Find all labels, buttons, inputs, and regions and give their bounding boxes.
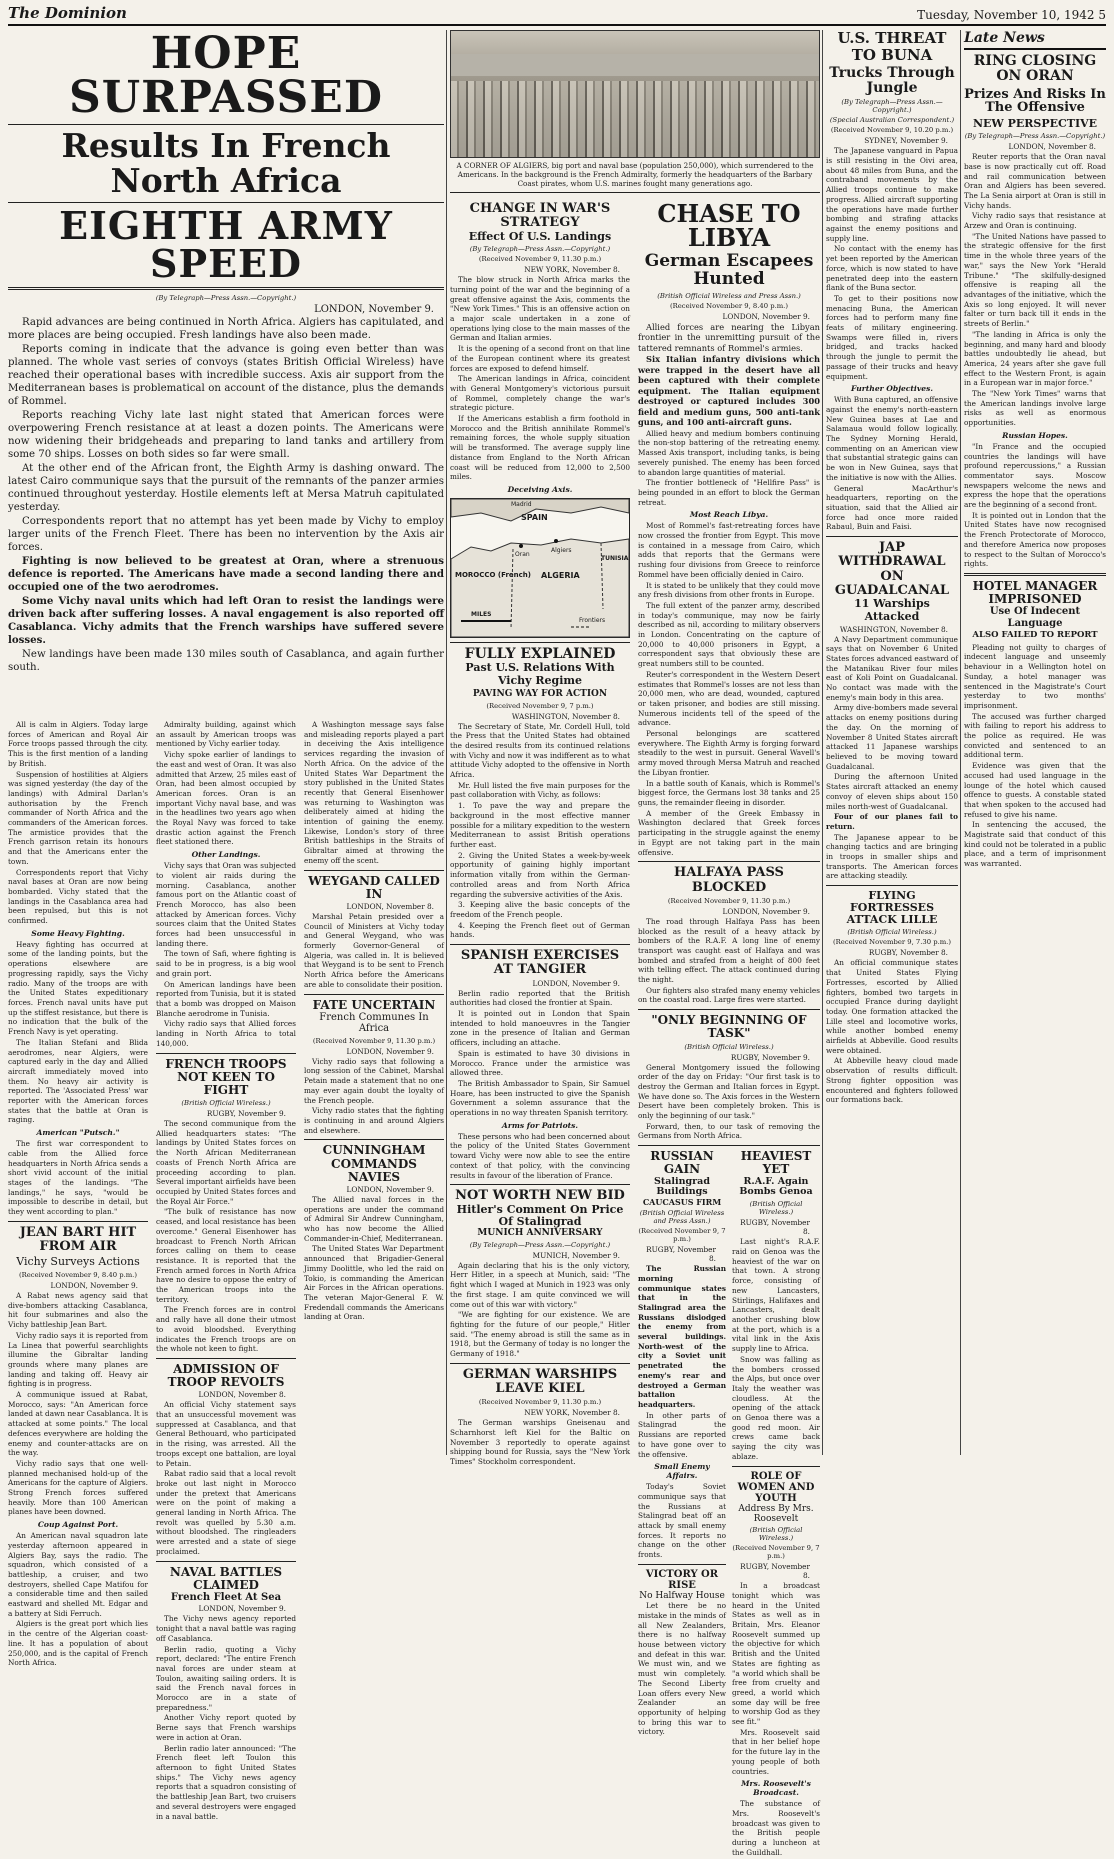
dateline: NEW YORK, November 8. [524, 1408, 620, 1418]
map-label-miles: MILES [471, 611, 492, 618]
subhead: Coup Against Port. [37, 1520, 119, 1530]
paragraph: Vichy says that Oran was subjected to violent air raids during the morning. Casablanca, another famous port on the Atlantic coast of French Morocco, has also been attacked by American forces. Vichy sources claim that the United States forces had been unsuccessful in landing there. [156, 861, 296, 948]
subhead: Arms for Patriots. [501, 1120, 579, 1130]
paragraph: Algiers is the great port which lies in the centre of the Algerian coast-line. It has a population of about 250,000, and is the capital of French North Africa. [8, 1619, 148, 1668]
jean-bart-headline: JEAN BART HIT FROM AIR [19, 1224, 137, 1255]
paragraph: 1. To pave the way and prepare the background in the most effective manner possible for a military expedition to the western Mediterranean to assist British operations further east. [450, 801, 630, 849]
paragraph: Again declaring that his is the only victory, Herr Hitler, in a speech at Munich, said: "The fight which I waged at Munich in 1923 was only the first stage. I am quite convinced we will come out of this war with victory." [450, 1260, 630, 1309]
paragraph: A Washington message says false and misleading reports played a part in deceiving the Axis intelligence services regarding the invasion of North Africa. On the advice of the United States War Department the story published in the United States recently that General Eisenhower was returning to Washington was deliberately aimed at hiding the intention of gaining the enemy. Likewise, London's story of three British battleships in the Straits of Gibraltar aimed at throwing the enemy off the scent. [304, 720, 444, 865]
map-label-algeria: ALGERIA [541, 571, 580, 580]
dateline: LONDON, November 9. [346, 1184, 434, 1194]
paragraph: "The landing in Africa is only the beginning, and many hard and bloody battles undoubtedly lie ahead, but America, 24 years after she gave full effect to the Western Front, is again in a European war in major force." [964, 329, 1106, 388]
spanish-headline: SPANISH EXERCISES AT TANGIER [460, 948, 620, 978]
received-note: (Received November 9, 7 p.m.) [732, 1544, 820, 1561]
lead-paragraph: Some Vichy naval units which had left Oran to resist the landings were driven back after suffering losses. A naval engagement is also reported off Casablanca. Vichy admits that the French warships have suffered severe losses. [8, 595, 444, 647]
paragraph: The Allied naval forces in the operations are under the command of Admiral Sir Andrew Cunningham, who has now become the Allied Commander-in-Chief, Mediterranean. [304, 1194, 444, 1243]
role-sub: Address By Mrs. Roosevelt [738, 1503, 814, 1524]
paragraph: Vichy radio says that Allied forces landing in North Africa to total 140,000. [156, 1019, 296, 1048]
paragraph: The United States War Department announced that Brigadier-General Jimmy Doolittle, who led the raid on Tokio, is commanding the American Air Forces in the African operations. The veteran Major-General F. W. Fredendall commands the Americans landing at Oran. [304, 1244, 444, 1322]
paragraph: Vichy radio states that the fighting is continuing in and around Algiers and elsewhere. [304, 1106, 444, 1135]
paragraph: It is pointed out in London that the United States have now recognised the French Protectorate of Morocco, and therefore America now proposes to respect to the Sultan of Morocco's rights. [964, 510, 1106, 569]
late-deck: NEW PERSPECTIVE [972, 117, 1098, 131]
dateline: NEW YORK, November 8. [524, 265, 620, 275]
paragraph: The French forces are in control and rally have all done their utmost to avoid bloodshed. Everything indicates the French troops are on the whole not keen to fight. [156, 1305, 296, 1354]
issue-dateline: Tuesday, November 10, 1942 5 [917, 8, 1106, 22]
paragraph: A communique issued at Rabat, Morocco, says: "An American force landed at dawn near Casablanca. It is attacked at some points." The local defences everywhere are holding the enemy and counter-attacks are on the way. [8, 1390, 148, 1458]
victory-headline: VICTORY OR RISE [645, 1568, 719, 1591]
map-label-frontiers: Frontiers [579, 617, 606, 624]
byline: (By Telegraph—Press Assn.—Copyright.) [155, 294, 297, 303]
masthead [8, 4, 1106, 26]
subhead: Russian Hopes. [1002, 430, 1068, 440]
chase-headline: CHASE TO LIBYA [657, 199, 801, 252]
paragraph: The town of Safi, where fighting is said to be in progress, is a big wool and grain port. [156, 949, 296, 978]
paragraph: If the Americans establish a firm foothold in Morocco and the British annihilate Rommel's remaining forces, the whole supply situation will be transformed. The average supply line distance from England to the North African coast will be reduced from 12,000 to 2,500 miles. [450, 414, 630, 482]
paragraph: It is stated to be unlikely that they could move any fresh divisions from other fronts in Europe. [638, 580, 820, 600]
paragraph: The Secretary of State, Mr. Cordell Hull, told the Press that the United States had obtained the desired results from its continued relations with Vichy and now it was indifferent as to what attitude Vichy adopted to the offensive in North Africa. [450, 721, 630, 780]
paragraph: During the afternoon United States aircraft attacked an enemy convoy of eleven ships about 150 miles north-west of Guadalcanal. [826, 772, 958, 811]
lead-paragraph: Reports coming in indicate that the advance is going even better than was planned. The whole vast series of convoys (states British Official Wireless) have reached their operational bases with incredible success. Axis air support from the Mediterranean bases is problematical on account of the distance, plus the demands of Rommel. [8, 344, 444, 408]
received-note: (Received November 9, 7 p.m.) [638, 1227, 726, 1244]
paragraph: The Vichy news agency reported tonight that a naval battle was raging off Casablanca. [156, 1614, 296, 1643]
paragraph: In a battle south of Kanais, which is Rommel's biggest force, the Germans lost 38 tanks and 25 guns, the remainder fleeing in disorder. [638, 778, 820, 807]
fate-sub: French Communes In Africa [319, 1011, 429, 1035]
paragraph: Let there be no mistake in the minds of all New Zealanders, there is no halfway house between victory and defeat in this war. We must win, and we must win completely. The Second Liberty Loan offers every New Zealander an opportunity of helping to bring this war to victory. [638, 1601, 726, 1737]
byline: (By Telegraph—Press Assn.—Copyright.) [841, 98, 943, 115]
paragraph: Mr. Hull listed the five main purposes for the past collaboration with Vichy, as follows: [450, 780, 630, 800]
dateline: LONDON, November 8. [1008, 142, 1096, 152]
paper-name: The Dominion [8, 4, 127, 22]
received-note: (Received November 9, 7 p.m.) [486, 701, 594, 710]
paragraph: The full extent of the panzer army, described in today's communique, may now be fairly described as nil, according to military observers in London. Concentrating on the capture of 20,000 to 40,000 prisoners in Egypt, a correspondent says that obviously these are great numbers still to be counted. [638, 600, 820, 669]
change-headline: CHANGE IN WAR'S STRATEGY [469, 201, 611, 231]
paragraph: Most of Rommel's fast-retreating forces have now crossed the frontier from Egypt. This move is contained in a message from Cairo, which adds that reports that the Germans were rushing four divisions from Greece to reinforce Rommel have been officially denied in Cairo. [638, 521, 820, 579]
paragraph: "We are fighting for our existence. We are fighting for the future of our people," Hitler said. "The enemy abroad is still the same as in 1918, but the Germany of today is no longer the Germany of 1918." [450, 1310, 630, 1359]
dateline: LONDON, November 9. [532, 978, 620, 988]
paragraph: The Russian morning communique states that in the Stalingrad area the Russians dislodged the enemy from several buildings. North-west of the city a Soviet unit penetrated the enemy's rear and destroyed a German battalion headquarters. [638, 1264, 726, 1409]
paragraph: In a broadcast tonight which was heard in the United States as well as in Britain, Mrs. Eleanor Roosevelt summed up the objective for which British and the United States are fighting as "a world which shall be free from cruelty and greed, a world which some day will be free to worship God as they see fit." [732, 1581, 820, 1727]
paragraph: The second communique from the Allied headquarters states: "The landings by United States forces on the North African Mediterranean coasts of French North Africa are proceeding according to plan. Several important airfields have been occupied by United States forces and the Royal Air Force." [156, 1119, 296, 1206]
late-news-banner: Late News [964, 30, 1106, 50]
halfaya-headline: HALFAYA PASS BLOCKED [674, 865, 784, 895]
dateline: RUGBY, November 8. [646, 1245, 716, 1264]
russian-headline: RUSSIAN GAIN [650, 1149, 714, 1177]
paragraph: Allied heavy and medium bombers continuing the non-stop battering of the retreating enemy. Massed Axis transport, including tanks, is being severely punished. The enemy has been forced to abandon large quantities of material. [638, 428, 820, 477]
received-note: (Received November 9, 11.30 p.m.) [478, 1398, 602, 1407]
subhead: Further Objectives. [851, 384, 933, 394]
received-note: (Received November 9, 10.20 p.m.) [830, 126, 954, 135]
byline: (British Official Wireless and Press Assn.) [657, 291, 801, 300]
paragraph: Vichy radio says that following a long session of the Cabinet, Marshal Petain made a statement that no one may ever again doubt the loyalty of the French people. [304, 1056, 444, 1105]
lead-paragraph: At the other end of the African front, the Eighth Army is dashing onward. The latest Cairo communique says that the pursuit of the remnants of the panzer armies continued throughout yesterday. Hostile elements left at Mersa Matruh capitulated yesterday. [8, 463, 444, 514]
late-headline: RING CLOSING ON ORAN [973, 53, 1097, 85]
paragraph: The German warships Gneisenau and Scharnhorst left Kiel for the Baltic on November 3 reportedly to operate against shipping bound for Russia, says the "New York Times" Stockholm correspondent. [450, 1418, 630, 1467]
dateline: LONDON, November 9. [722, 311, 810, 321]
hotel-headline: HOTEL MANAGER IMPRISONED [972, 578, 1098, 607]
received-note: (Received November 9, 11.30 p.m.) [312, 1036, 436, 1045]
paragraph: 3. Keeping alive the basic concepts of the freedom of the French people. [450, 900, 630, 919]
paragraph: An American naval squadron late yesterday afternoon appeared in Algiers Bay, says the radio. The squadron, which consisted of a battleship, a cruiser, and two destroyers, shelled Cape Matifou for a considerable time and then sailed eastward and shelled Mt. Edgar and a battery at Sidi Ferruch. [8, 1531, 148, 1618]
paragraph: Mrs. Roosevelt said that in her belief hope for the future lay in the young people of both countries. [732, 1727, 820, 1776]
paragraph: Correspondents report that Vichy naval bases at Oran are now being bombarded. Vichy stated that the landings in the Casablanca area had been repulsed, but this is not confirmed. [8, 867, 148, 926]
heaviest-headline: HEAVIEST YET [740, 1149, 812, 1177]
lead-paragraph: Correspondents report that no attempt has yet been made by Vichy to employ larger units of the French Fleet. There has been no intervention by the Axis air forces. [8, 516, 444, 554]
paragraph: Six Italian infantry divisions which were trapped in the desert have all been captured with their complete equipment. The Italian equipment destroyed or captured includes 300 field and medium guns, 500 anti-tank guns, and 100 anti-aircraft guns. [638, 354, 820, 428]
paragraph: Allied forces are nearing the Libyan frontier in the unremitting pursuit of the tattered remnants of Rommel's armies. [638, 321, 820, 353]
column-rule [446, 30, 447, 1455]
paragraph: "The bulk of resistance has now ceased, and local resistance has been overcome." General Eisenhower has broadcast to French North African forces calling on them to cease resistance. It is reported that the French armed forces in North Africa have no desire to oppose the entry of the American troops into the territory. [156, 1207, 296, 1304]
map-label-morocco: MOROCCO (French) [455, 571, 531, 579]
paragraph: General MacArthur's headquarters, reporting on the situation, said that the Allied air force had once more raided Rabaul, Buin and Faisi. [826, 483, 958, 532]
map-label-tunisia: TUNISIA [601, 555, 629, 562]
photo-caption: A CORNER OF ALGIERS, big port and naval base (population 250,000), which surrendered to the Americans. In the background is the French Admiralty, formerly the headquarters of the Barbary Coast pirates, whom U.S. marines fought many generations ago. [456, 161, 814, 188]
jap-headline: JAP WITHDRAWAL ON GUADALCANAL [834, 540, 950, 598]
flying-headline: FLYING FORTRESSES ATTACK LILLE [846, 889, 938, 927]
dateline: LONDON, November 8. [346, 901, 434, 911]
not-worth-deck: MUNICH ANNIVERSARY [477, 1227, 603, 1238]
paragraph: Berlin radio later announced: "The French fleet left Toulon this afternoon to fight United States ships." The Vichy news agency reports that a squadron consisting of the battleship Jean Bart, two cruisers and several destroyers were engaged in a naval battle. [156, 1743, 296, 1821]
paragraph: Last night's R.A.F. raid on Genoa was the heaviest of the war on that town. A strong force, consisting of new Lancasters, Stirlings, Halifaxes and Lancasters, dealt another crushing blow at the port, which is a vital link in the Axis supply line to Africa. [732, 1237, 820, 1354]
paragraph: With Buna captured, an offensive against the enemy's north-eastern New Guinea bases at Lae and Salamaua would follow logically. The Sydney Morning Herald, commenting on an American view that substantial strategic gains can be won in New Guinea, says that the initiative is now with the Allies. [826, 395, 958, 482]
paragraph: The "New York Times" warns that the American landings involve large risks as well as enormous opportunities. [964, 389, 1106, 428]
paragraph: In sentencing the accused, the Magistrate said that conduct of this kind could not be tolerated in a public place, and a term of imprisonment was warranted. [964, 820, 1106, 869]
paragraph: At Abbeville heavy cloud made observation of results difficult. Strong fighter opposition was encountered and fighters followed our formations back. [826, 1056, 958, 1105]
admission-headline: ADMISSION OF TROOP REVOLTS [167, 1361, 285, 1390]
not-worth-sub: Hitler's Comment On Price Of Stalingrad [456, 1202, 624, 1229]
main-subheadline: Results In French North Africa [61, 126, 391, 200]
hotel-deck: ALSO FAILED TO REPORT [972, 630, 1098, 641]
paragraph: Reuter's correspondent in the Western Desert estimates that Rommel's losses are not less than 20,000 men, who are dead, wounded, captured or taken prisoner, and bodies are still missing. Numerous incidents tell of the speed of the advance. [638, 669, 820, 728]
french-troops-headline: FRENCH TROOPS NOT KEEN TO FIGHT [165, 1056, 287, 1097]
byline: (British Official Wireless and Press Assn.) [639, 1209, 725, 1226]
russian-deck: CAUCASUS FIRM [642, 1197, 722, 1208]
paragraph: The Japanese vanguard in Papua is still resisting in the Oivi area, about 48 miles from Buna, and the contraband movements by the Allied troops continue to make progress. Allied aircraft supporting the operations have made further bombing and strafing attacks against the enemy positions and supply line. [826, 146, 958, 243]
paragraph: The Japanese appear to be changing tactics and are bringing in troops in smaller ships and transports. The American forces are attacking steadily. [826, 832, 958, 881]
subhead: Mrs. Roosevelt's Broadcast. [741, 1779, 811, 1798]
paragraph: An official Vichy statement says that an unsuccessful movement was suppressed at Casablanca, and that General Bethouard, who participated in the rising, was arrested. All the troops except one battalion, are loyal to Petain. [156, 1400, 296, 1468]
middle-column-right [638, 199, 820, 1857]
dateline: RUGBY, November 8. [740, 1562, 810, 1581]
paragraph: Snow was falling as the bombers crossed the Alps, but once over Italy the weather was cloudless. At the opening of the attack on Genoa there was a good red moon. Air crews came back saying the city was ablaze. [732, 1354, 820, 1461]
cunningham-headline: CUNNINGHAM COMMANDS NAVIES [322, 1143, 426, 1184]
paragraph: Vichy radio says it is reported from La Linea that powerful searchlights illumine the Gibraltar landing grounds where many planes are landing and taking off. Heavy air fighting is in progress. [8, 1330, 148, 1389]
dateline: RUGBY, November 8. [740, 1218, 810, 1237]
sub-column-b [156, 720, 296, 1821]
lead-text [8, 316, 444, 674]
map-label-spain: SPAIN [521, 513, 548, 522]
late-sub: Prizes And Risks In The Offensive [964, 86, 1106, 116]
lead-paragraph: New landings have been made 130 miles south of Casablanca, and again further south. [8, 649, 444, 674]
algiers-photo [450, 30, 820, 158]
paragraph: Vichy spoke earlier of landings to the east and west of Oran. It was also admitted that Arzew, 25 miles east of Oran, had been almost occupied by American forces. Oran is an important Vichy naval base, and was in the headlines two years ago when the Royal Navy was forced to take drastic action against the French fleet stationed there. [156, 750, 296, 847]
dateline: LONDON, November 9. [314, 304, 434, 316]
byline: (British Official Wireless.) [749, 1200, 803, 1217]
paragraph: Our fighters also strafed many enemy vehicles on the coastal road. Large fires were started. [638, 985, 820, 1005]
paragraph: Vichy radio says that one well-planned mechanised hold-up of the Americans for the capture of Algiers. Strong French forces suffered heavily. More than 100 American planes have been downed. [8, 1458, 148, 1517]
paragraph: Suspension of hostilities at Algiers was signed yesterday (the day of the landings) with Admiral Darlan's authorisation by the French commander of North Africa and the commanders of the American forces. The armistice provides that the French garrison retain its honours and that the Americans enter the town. [8, 769, 148, 866]
buna-sub: Trucks Through Jungle [829, 65, 955, 96]
paragraph: These persons who had been concerned about the policy of the United States Government toward Vichy were now able to see the entire context of that policy, with the convincing results in favour of the liberation of France. [450, 1131, 630, 1180]
paragraph: It is pointed out in London that Spain intended to hold manoeuvres in the Tangier zone in the presence of Italian and German officers, including an attache. [450, 1009, 630, 1048]
byline: (By Telegraph—Press Assn.—Copyright.) [469, 245, 611, 254]
byline: (By Telegraph—Press Assn.—Copyright.) [964, 132, 1106, 141]
paragraph: No contact with the enemy has yet been reported by the American force, which is now stated to have penetrated deep into the eastern flank of the Buna sector. [826, 244, 958, 293]
fully-explained-headline: FULLY EXPLAINED [464, 646, 616, 662]
dateline: SYDNEY, November 9. [864, 136, 948, 146]
paragraph: Forward, then, to our task of removing the Germans from North Africa. [638, 1121, 820, 1141]
subhead: Deceiving Axis. [507, 485, 573, 494]
dateline: WASHINGTON, November 8. [839, 624, 948, 634]
paragraph: It is the opening of a second front on that line of the European continent where its greatest forces are exposed to defend himself. [450, 344, 630, 373]
subhead: Some Heavy Fighting. [31, 928, 125, 938]
received-note: (Received November 9, 7.30 p.m.) [832, 938, 951, 947]
paragraph: An official communique states that United States Flying Fortresses, escorted by Allied fighters, bombed two targets in occupied France during daylight today. One formation attacked the Lille steel and locomotive works, while another bombed enemy airfields at Abbeville. Good results were obtained. [826, 958, 958, 1055]
subhead: American "Putsch." [36, 1128, 120, 1138]
byline: (British Official Wireless.) [181, 1099, 271, 1108]
paragraph: "In France and the occupied countries the landings will have profound repercussions," a Russian commentator says. Moscow newspapers welcome the news and express the hope that the operations are the beginning of a second front. [964, 441, 1106, 510]
paragraph: All is calm in Algiers. Today large forces of American and Royal Air Force troops passed through the city. This is the first mention of a landing by British. [8, 720, 148, 768]
dateline: LONDON, November 9. [346, 1046, 434, 1056]
paragraph: The British Ambassador to Spain, Sir Samuel Hoare, has been instructed to give the Spanish Government a solemn assurance that the operations in no way threaten Spanish territory. [450, 1078, 630, 1118]
paragraph: The accused was further charged with failing to report his address to the police as required. He was convicted and sentenced to an additional term. [964, 711, 1106, 760]
paragraph: Pleading not guilty to charges of indecent language and unseemly behaviour in a Wellington hotel on Sunday, a hotel manager was sentenced in the Magistrate's Court yesterday to two months' imprisonment. [964, 642, 1106, 710]
subhead: Other Landings. [191, 850, 261, 860]
paragraph: "The United Nations have passed to the strategic offensive for the first time in the whole three years of the war," says the New York "Herald Tribune." "The skilfully-designed offensive is reaping all the advantages of the initiative, which the Axis so long enjoyed. It will never falter or turn back till it ends in the streets of Berlin." [964, 231, 1106, 329]
paragraph: Four of our planes fail to return. [826, 812, 958, 831]
map-label-oran: Oran [515, 551, 530, 558]
paragraph: Vichy radio says that resistance at Arzew and Oran is continuing. [964, 211, 1106, 231]
paragraph: The road through Halfaya Pass has been blocked as the result of a heavy attack by bombers of the R.A.F. A long line of enemy transport was caught east of Halfaya and was bombed and strafed from a height of 800 feet with telling effect. The attack continued during the night. [638, 916, 820, 985]
main-deck: EIGHTH ARMY SPEED [59, 203, 393, 287]
fully-explained-deck: PAVING WAY FOR ACTION [472, 688, 608, 699]
paragraph: Spain is estimated to have 30 divisions in Morocco. France under the armistice was allowed three. [450, 1048, 630, 1078]
subhead: Small Enemy Affairs. [654, 1462, 710, 1481]
russian-sub: Stalingrad Buildings [654, 1175, 710, 1198]
paragraph: 4. Keeping the French fleet out of German hands. [450, 920, 630, 940]
weygand-headline: WEYGAND CALLED IN [308, 873, 440, 901]
only-beginning-headline: "ONLY BEGINNING OF TASK" [651, 1013, 807, 1041]
paragraph: The first war correspondent to cable from the Allied force headquarters in North Africa sends a short vivid account of the initial stages of the landings. "The landings," he says, "would be impossible to describe in detail, but they went according to plan." [8, 1139, 148, 1217]
paragraph: The frontier bottleneck of "Hellfire Pass" is being pounded in an effort to block the German retreat. [638, 478, 820, 507]
dateline: RUGBY, November 9. [730, 1052, 810, 1062]
paragraph: The blow struck in North Africa marks the turning point of the war and the beginning of a great offensive against the Axis, comments the "New York Times." This is an offensive action on a major scale undertaken in a zone of operations lying close to the main masses of the German and Italian armies. [450, 275, 630, 343]
sub-column-c [304, 720, 444, 1460]
naval-headline: NAVAL BATTLES CLAIMED [169, 1564, 283, 1592]
fate-headline: FATE UNCERTAIN [312, 997, 436, 1012]
paragraph: On American landings have been reported from Tunisia, but it is stated that a bomb was dropped on Maison Blanche aerodrome in Tunisia. [156, 979, 296, 1018]
paragraph: Admiralty building, against which an assault by American troops was mentioned by Vichy earlier today. [156, 720, 296, 749]
lead-paragraph: Fighting is now believed to be greatest at Oran, where a strenuous defence is reported. The Americans have made a second landing there and occupied one of the two aerodromes. [8, 555, 444, 594]
german-warships-headline: GERMAN WARSHIPS LEAVE KIEL [462, 1366, 618, 1397]
paragraph: Today's Soviet communique says that the Russians at Stalingrad beat off an attack by small enemy forces. It reports no change on the other fronts. [638, 1482, 726, 1560]
role-headline: ROLE OF WOMEN AND YOUTH [737, 1470, 815, 1504]
byline: (British Official Wireless.) [684, 1042, 774, 1051]
paragraph: Berlin radio reported that the British authorities had closed the frontier at Spain. [450, 988, 630, 1008]
north-africa-map [450, 498, 630, 638]
column-buna [826, 30, 958, 1460]
map-label-madrid: Madrid [511, 501, 532, 508]
fully-explained-sub: Past U.S. Relations With Vichy Regime [465, 661, 615, 688]
change-sub: Effect Of U.S. Landings [468, 229, 612, 243]
main-story [8, 28, 444, 1821]
sub-column-a [8, 720, 148, 1668]
lead-paragraph: Reports reaching Vichy late last night stated that American forces were overpowering French resistance at at least a dozen points. The Americans were now widening their bridgeheads and preparing to land tanks and artillery from some 70 ships. Losses on both sides so far were small. [8, 410, 444, 461]
jap-sub: 11 Warships Attacked [854, 597, 930, 623]
main-headline: HOPE SURPASSED [68, 28, 383, 123]
paragraph: Army dive-bombers made several attacks on enemy positions during the day. On the morning of November 8 United States aircraft attacked 11 Japanese warships believed to be moving toward Guadalcanal. [826, 703, 958, 771]
dateline: RUGBY, November 9. [206, 1109, 286, 1119]
dateline: LONDON, November 9. [50, 1280, 138, 1290]
paragraph: Another Vichy report quoted by Berne says that French warships were in action at Oran. [156, 1713, 296, 1742]
paragraph: Reuter reports that the Oran naval base is now practically cut off. Road and rail communication between Oran and Algiers has been severed. The La Senia airport at Oran is still in Vichy hands. [964, 152, 1106, 210]
middle-column-left [450, 201, 630, 1467]
paragraph: In other parts of Stalingrad the Russians are reported to have gone over to the offensive. [638, 1410, 726, 1459]
column-rule [960, 30, 961, 1455]
subhead: Most Reach Libya. [689, 510, 769, 520]
buna-headline: U.S. THREAT TO BUNA [837, 29, 947, 64]
dateline: WASHINGTON, November 8. [511, 711, 620, 721]
chase-subheadline: German Escapees Hunted [644, 251, 814, 289]
received-note: (Received November 9, 8.40 p.m.) [669, 301, 788, 310]
paragraph: A Navy Department communique says that on November 6 United States forces advanced eastward of the Matanikau River four miles east of Koli Point on Guadalcanal. No contact was made with the enemy's main body in this area. [826, 634, 958, 702]
paragraph: The Italian Stefani and Blida aerodromes, near Algiers, were captured early in the day and Allied aircraft immediately moved into them. No heavy air activity is reported. The 'Associated Press' war reporter with the American forces states that the battle at Oran is raging. [8, 1037, 148, 1125]
paragraph: A Rabat news agency said that dive-bombers attacking Casablanca, hit four submarines and also the Vichy battleship Jean Bart. [8, 1290, 148, 1330]
middle-section [450, 30, 820, 1857]
lead-paragraph: Rapid advances are being continued in North Africa. Algiers has capitulated, and more places are being occupied. Fresh landings have also been made. [8, 317, 444, 342]
not-worth-headline: NOT WORTH NEW BID [455, 1188, 625, 1204]
dateline: LONDON, November 8. [198, 1390, 286, 1400]
received-note: (Received November 9, 11.30 p.m.) [667, 896, 791, 905]
dateline: LONDON, November 9. [722, 906, 810, 916]
paragraph: Evidence was given that the accused had used language in the lounge of the hotel which caused offence to guests. A constable stated that when spoken to the accused had refused to give his name. [964, 761, 1106, 819]
paragraph: Berlin radio, quoting a Vichy report, declared: "The entire French naval forces are under steam at Toulon, awaiting sailing orders. It is said the French naval forces in Morocco are in a state of preparedness." [156, 1644, 296, 1712]
paragraph: The American landings in Africa, coincident with General Montgomery's victorious pursuit of Rommel, completely change the war's strategic picture. [450, 374, 630, 413]
received-note: (Received November 9, 11.30 p.m.) [478, 255, 602, 264]
paragraph: Personal belongings are scattered everywhere. The Eighth Army is forging forward steadily to the west in pursuit. General Wavell's army moved through Mersa Matruh and reached the Libyan frontier. [638, 729, 820, 777]
dateline: RUGBY, November 8. [868, 948, 948, 958]
hotel-sub: Use Of Indecent Language [989, 606, 1081, 629]
dateline: MUNICH, November 9. [532, 1250, 620, 1260]
dateline: LONDON, November 9. [198, 1604, 286, 1614]
byline: (British Official Wireless.) [749, 1526, 803, 1543]
victory-sub: No Halfway House [639, 1590, 725, 1601]
byline: (British Official Wireless.) [847, 928, 937, 937]
byline: (By Telegraph—Press Assn.—Copyright.) [469, 1240, 611, 1249]
paragraph: To get to their positions now menacing Buna, the American forces had to perform many fine feats of military engineering. Swamps were filled in, rivers bridged, and tracks hacked through the jungle to permit the passage of their trucks and heavy equipment. [826, 293, 958, 381]
column-late-news [964, 30, 1106, 1460]
paragraph: General Montgomery issued the following order of the day on Friday: "Our first task is to destroy the German and Italian forces in Egypt. We have done so. The Axis forces in the Western Desert have been completely broken. This is only the beginning of our task." [638, 1062, 820, 1121]
heaviest-sub: R.A.F. Again Bombs Genoa [739, 1175, 813, 1198]
byline: (Special Australian Correspondent.) [829, 116, 955, 125]
received-note: (Received November 9, 8.40 p.m.) [18, 1270, 137, 1279]
jean-bart-sub: Vichy Surveys Actions [16, 1255, 140, 1269]
naval-sub: French Fleet At Sea [170, 1591, 282, 1603]
paragraph: Heavy fighting has occurred at some of the landing points, but the operations elsewhere are progressing rapidly, says the Vichy radio. Many of the troops are with the United States expeditionary forces. French naval units have put up the stiffest resistance, but there is no indication that the bulk of the French Navy is yet operating. [8, 939, 148, 1037]
paragraph: Rabat radio said that a local revolt broke out last night in Morocco under the pretext that Americans were on the point of making a general landing in North Africa. The revolt was quelled by 5.30 a.m. without bloodshed. The ringleaders were arrested and a state of siege proclaimed. [156, 1469, 296, 1556]
column-rule [822, 30, 823, 1455]
paragraph: The substance of Mrs. Roosevelt's broadcast was given to the British people during a luncheon at the Guildhall. [732, 1799, 820, 1857]
paragraph: 2. Giving the United States a week-by-week opportunity of gaining highly important information vitally from within the German-controlled areas and from North Africa regarding the subversive activities of the Axis. [450, 850, 630, 899]
map-label-algiers: Algiers [551, 547, 572, 554]
paragraph: Marshal Petain presided over a Council of Ministers at Vichy today and General Weygand, who was formerly Governor-General of Algeria, was called in. It is believed that Weygand is to be sent to French North Africa before the Americans are able to consolidate their position. [304, 911, 444, 989]
paragraph: A member of the Greek Embassy in Washington declared that Greek forces participating in the struggle against the enemy in Egypt are not taking part in the main offensive. [638, 808, 820, 857]
